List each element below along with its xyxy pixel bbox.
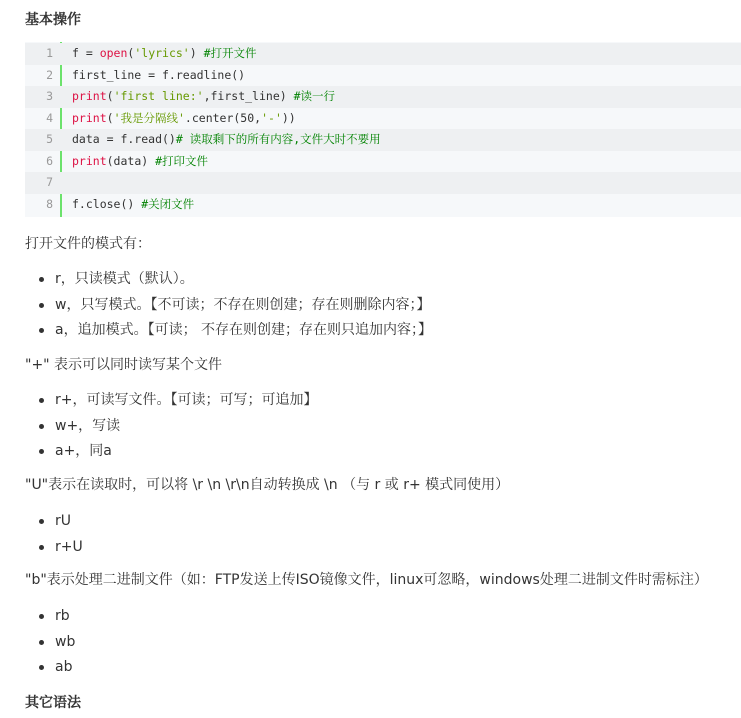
u-modes-list (25, 511, 83, 562)
list-item: rU (25, 511, 83, 537)
code-token: #打印文件 (155, 153, 209, 168)
list-item: r+，可读写文件。【可读；可写；可追加】 (25, 390, 318, 416)
list-item: rb (25, 606, 75, 632)
list-item: r+U (25, 537, 83, 563)
b-intro: "b"表示处理二进制文件（如：FTP发送上传ISO镜像文件，linux可忽略，windows处理二进制文件时需标注） (25, 572, 708, 588)
code-token: #读一行 (293, 89, 336, 103)
modes-intro: 打开文件的模式有： (25, 236, 151, 252)
code-block (25, 42, 741, 217)
line-number: 8 (46, 196, 53, 211)
code-token: open (99, 46, 128, 60)
section-heading-other: 其它语法 (25, 695, 81, 711)
code-token: '-' (261, 110, 282, 125)
list-item: w，只写模式。【不可读；不存在则创建；存在则删除内容；】 (25, 295, 432, 321)
code-token: f.close() (72, 196, 142, 211)
code-text (72, 65, 245, 87)
code-token: first_line = f.readline() (72, 67, 246, 82)
code-text (72, 86, 335, 108)
u-intro: "U"表示在读取时，可以将 \r \n \r\n自动转换成 \n （与 r 或 r+ 模式同使用） (25, 477, 510, 493)
line-number: 3 (46, 89, 53, 103)
code-token: 'first line:' (113, 89, 204, 103)
list-item: a，追加模式。【可读； 不存在则创建；存在则只追加内容；】 (25, 320, 432, 346)
code-text (72, 194, 194, 216)
code-line (25, 151, 741, 173)
code-token: print (72, 110, 107, 125)
line-number: 7 (46, 175, 53, 189)
code-text (72, 129, 381, 151)
code-text (72, 43, 257, 65)
plus-intro: "+" 表示可以同时读写某个文件 (25, 357, 223, 373)
code-text (72, 151, 208, 173)
code-token: '我是分隔线' (113, 110, 185, 125)
line-number: 4 (46, 110, 53, 125)
plus-modes-list (25, 390, 318, 467)
code-token: #打开文件 (203, 46, 257, 60)
code-token: f = (72, 46, 100, 60)
code-token: ( (106, 89, 114, 103)
code-text (72, 108, 296, 130)
list-item: r，只读模式（默认）。 (25, 269, 432, 295)
code-token: ( (106, 110, 114, 125)
line-number: 5 (46, 132, 53, 146)
code-token: 'lyrics' (134, 46, 190, 60)
code-token: )) (281, 110, 296, 125)
line-number: 1 (46, 46, 53, 60)
list-item: w+，写读 (25, 416, 318, 442)
code-line (25, 194, 741, 216)
code-token: print (72, 153, 107, 168)
section-heading-basic: 基本操作 (25, 12, 81, 28)
code-token: data = f.read() (72, 132, 176, 146)
line-number: 2 (46, 67, 53, 82)
code-token: .center(50, (184, 110, 262, 125)
code-token: print (72, 89, 107, 103)
list-item: ab (25, 657, 75, 683)
code-line (25, 65, 741, 87)
list-item: a+，同a (25, 441, 318, 467)
line-number: 6 (46, 153, 53, 168)
code-token: #关闭文件 (141, 196, 195, 211)
code-line (25, 108, 741, 130)
code-line (25, 129, 741, 151)
code-token: ,first_line) (203, 89, 294, 103)
code-line (25, 43, 741, 65)
modes-list (25, 269, 432, 346)
list-item: wb (25, 632, 75, 658)
code-token: # 读取剩下的所有内容,文件大时不要用 (175, 132, 381, 146)
code-line (25, 86, 741, 108)
code-token: (data) (106, 153, 156, 168)
b-modes-list (25, 606, 75, 683)
code-token: ( (127, 46, 135, 60)
code-token: ) (189, 46, 204, 60)
code-line (25, 172, 741, 194)
